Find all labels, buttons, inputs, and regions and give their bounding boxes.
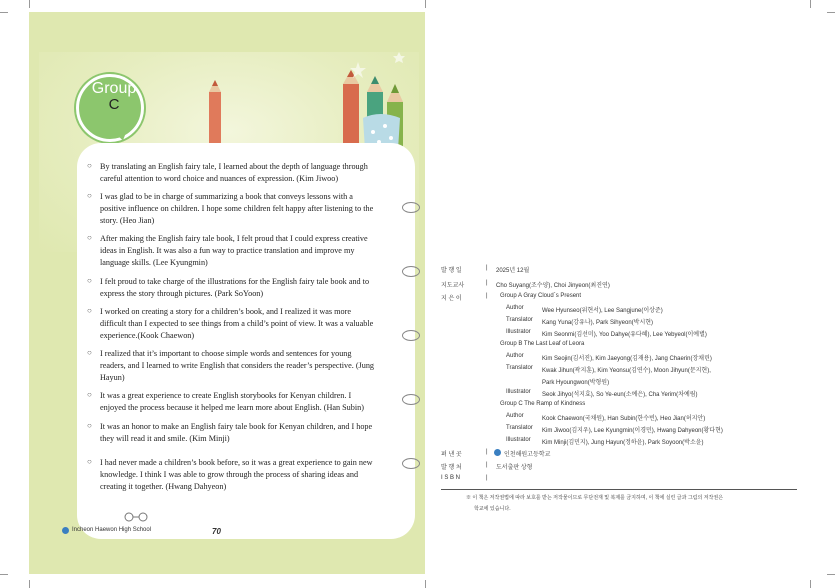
reflection-entry (87, 233, 379, 269)
reflection-text: By translating an English fairy tale, I learned about the depth of language through careful attention to word choice and nuances of expression. (Kim Jiwoo) (100, 162, 368, 183)
reflection-entry (87, 390, 379, 414)
crop-mark (810, 0, 811, 8)
spiral-ring-icon (402, 202, 420, 213)
copyright-notice-line2: 학교에 있습니다. (474, 506, 511, 512)
crop-mark (0, 574, 8, 575)
role-names: Kang Yuna(강유나), Park Sihyeon(박시현) (542, 320, 654, 326)
label-divider: | (486, 449, 488, 455)
group-label: Group (91, 80, 137, 97)
crop-mark (425, 0, 426, 8)
label-divider: | (486, 462, 488, 468)
label-divider: | (486, 475, 488, 481)
role-label: Translator (506, 317, 533, 323)
crop-mark (425, 580, 426, 588)
reflection-text: I was glad to be in charge of summarizing a book that conveys lessons with a positive influence on children. I hope some children felt happy after listening to the story. (Heo Jian) (100, 192, 374, 225)
reflection-text: It was a great experience to create English storybooks for Kenyan children. I enjoyed the process because it helped me learn more about English. (Han Subin) (100, 391, 364, 412)
circle-bullet-icon: ○ (87, 390, 92, 399)
circle-bullet-icon: ○ (87, 191, 92, 200)
school-logo-icon (62, 527, 69, 534)
footer-school-name: Incheon Haewon High School (72, 527, 152, 533)
circle-bullet-icon: ○ (87, 457, 92, 466)
reflection-entry (87, 421, 379, 445)
reflection-text: It was an honor to make an English fairy tale book for Kenyan children, and I hope they will read it and smile. (Kim Minji) (100, 422, 373, 443)
label-divider: | (486, 280, 488, 286)
circle-bullet-icon: ○ (87, 348, 92, 357)
reflection-entry (87, 457, 379, 493)
role-label: Author (506, 413, 524, 419)
role-names: Kim Minji(김민지), Jung Hayun(정하윤), Park Soyoon(박소윤) (542, 440, 704, 446)
advisors: Cho Suyang(조수양), Choi Jinyeon(최진연) (496, 283, 610, 289)
advisor-label: 지도교사 (441, 283, 465, 289)
pencils-illustration (195, 40, 420, 150)
role-names: Kim Seojin(김서진), Kim Jaeyong(김재용), Jang Chaerin(장채린) (542, 356, 712, 362)
role-names: Kook Chaewon(국채원), Han Subin(한수빈), Heo Jian(허지안) (542, 416, 706, 422)
reflection-entry (87, 161, 379, 185)
publish-date-label: 발 행 일 (441, 268, 462, 274)
spiral-ring-icon (402, 266, 420, 277)
pencil-icon (209, 80, 221, 150)
circle-bullet-icon: ○ (87, 233, 92, 242)
reflection-entry (87, 276, 379, 300)
role-label: Illustrator (506, 389, 531, 395)
spiral-ring-icon (402, 394, 420, 405)
crop-mark (0, 12, 8, 13)
crop-mark (827, 12, 835, 13)
role-label: Illustrator (506, 329, 531, 335)
spiral-ring-icon (402, 330, 420, 341)
reflection-text: I realized that it’s important to choose simple words and sentences for young readers, and I learned to write English that considers the reader’s perspective. (Jung Hayun) (100, 349, 375, 382)
reflection-entry (87, 306, 379, 342)
school-logo-icon (494, 449, 501, 456)
crop-mark (29, 580, 30, 588)
role-names: Kim Seonmi(김선미), Yoo Dahye(유다혜), Lee Yebyeol(이예별) (542, 332, 707, 338)
group-letter: C (108, 96, 120, 113)
reflection-entry (87, 348, 379, 384)
authors-label: 지 은 이 (441, 296, 462, 302)
group-b-title: Group B The Last Leaf of Leora (500, 341, 585, 347)
editor-label: 펴 낸 곳 (441, 452, 462, 458)
page-number: 70 (212, 527, 221, 536)
circle-bullet-icon: ○ (87, 306, 92, 315)
group-a-title: Group A Gray Cloud`s Present (500, 293, 582, 299)
glasses-icon (123, 512, 149, 522)
reflection-text: I felt proud to take charge of the illustrations for the English fairy tale book and to express the story through pictures. (Park SoYoon) (100, 277, 370, 298)
reflection-text: I worked on creating a story for a children’s book, and I realized it was more difficult than I expected to see things from a child’s point of view. It was a valuable experience.(Kook Chaewon) (100, 307, 374, 340)
role-label: Illustrator (506, 437, 531, 443)
crop-mark (827, 574, 835, 575)
reflection-text: After making the English fairy tale book, I felt proud that I could express creative ideas in English. It was also a fun way to practice translation and improve my language skills. (Lee Kyungmin) (100, 234, 368, 267)
editor: 인천해원고등학교 (504, 452, 551, 458)
crop-mark (810, 580, 811, 588)
reflection-entry (87, 191, 379, 227)
isbn-label: I S B N (441, 475, 461, 481)
role-label: Author (506, 305, 524, 311)
role-names: Wee Hyunseo(위현서), Lee Sangjune(이상준) (542, 308, 663, 314)
role-label: Author (506, 353, 524, 359)
crop-mark (29, 0, 30, 8)
label-divider: | (486, 265, 488, 271)
role-names: Kwak Jihun(곽지훈), Kim Yeonsu(김연수), Moon Jihyun(문지현), (542, 368, 711, 374)
circle-bullet-icon: ○ (87, 161, 92, 170)
pencil-icon (343, 70, 359, 150)
star-icon (393, 52, 405, 63)
role-label: Translator (506, 425, 533, 431)
label-divider: | (486, 293, 488, 299)
circle-bullet-icon: ○ (87, 276, 92, 285)
group-c-title: Group C The Ramp of Kindness (500, 401, 586, 407)
role-label: Translator (506, 365, 533, 371)
publisher-label: 발 행 처 (441, 465, 462, 471)
spiral-ring-icon (402, 458, 420, 469)
role-names: Park Hyoungwon(박형원) (542, 380, 610, 386)
reflection-text: I had never made a children’s book before, so it was a great experience to gain new knowledge. I think I was able to grow through the process of sharing ideas and creating it together. (Hwang Dahyeon) (100, 458, 373, 491)
role-names: Kim Jiwoo(김지우), Lee Kyungmin(이경민), Hwang Dahyeon(황다현) (542, 428, 723, 434)
publish-date: 2025년 12월 (496, 268, 530, 274)
circle-bullet-icon: ○ (87, 421, 92, 430)
divider-line (441, 489, 797, 490)
publisher: 도서출판 상형 (496, 465, 533, 471)
role-names: Seok Jihyo(석지효), So Ye-eun(소예은), Cha Yerim(차예림) (542, 392, 698, 398)
copyright-notice: ※ 이 책은 저작권법에 따라 보호를 받는 저작물이므로 무단전재 및 복제를 금지하며, 이 책에 실린 글과 그림의 저작권은 (466, 495, 724, 501)
